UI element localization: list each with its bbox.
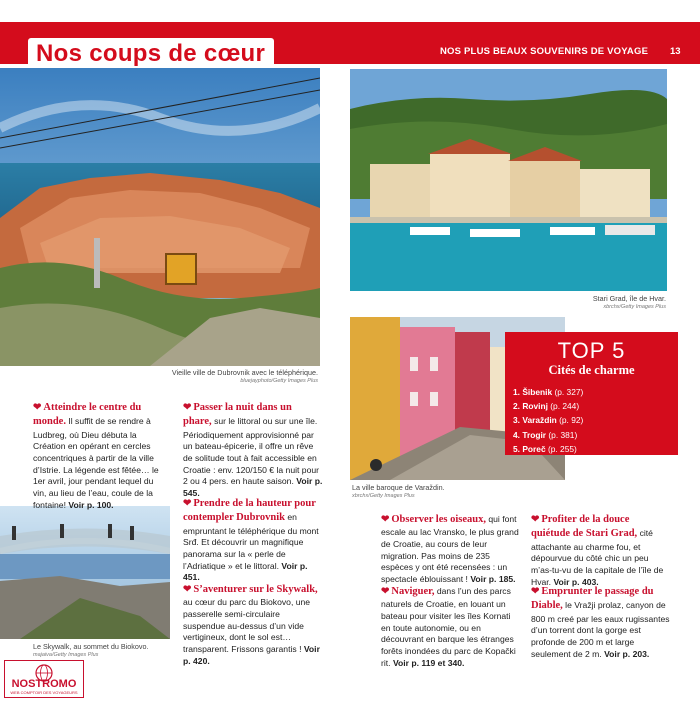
top5-entry: 3. Varaždin (p. 92) [513, 415, 584, 426]
dubrovnik-photo [0, 68, 320, 366]
stari-grad-caption: Stari Grad, île de Hvar. [592, 294, 666, 303]
varazdin-credit: xbrchx/Getty Images Plus [352, 493, 415, 499]
item-ref: Voir p. 203. [604, 648, 650, 659]
top5-entry: 2. Rovinj (p. 244) [513, 401, 580, 412]
top5-list [513, 385, 583, 456]
skywalk-caption: Le Skywalk, au sommet du Biokovo. [33, 642, 149, 651]
heart-icon: ❤ [183, 584, 192, 595]
logo-tagline: WEB COMPTOIR DES VOYAGEURS [10, 690, 78, 695]
page-title: Nos coups de cœur [36, 40, 266, 67]
item-text: dans l’un des parcs naturels de Croatie, en louant un bateau pour visiter les îles Kornati en toute autonomie, ou en découvrant en barque les étranges forêts inondées du parc de Kopački rit. [381, 586, 516, 668]
item-title: S’aventurer sur le Skywalk, [193, 584, 318, 595]
heart-icon: ❤ [183, 498, 192, 509]
top5-box [505, 332, 678, 455]
heart-icon: ❤ [381, 586, 390, 597]
item-ref: Voir p. 451. [183, 560, 308, 583]
item-text: cité attachante au charme fou, et dépourvue du côté chic un peu m’as-tu-vu de la capitale de l’île de Hvar. [531, 528, 664, 587]
skywalk-credit: majaiva/Getty Images Plus [33, 652, 99, 658]
item-ref: Voir p. 545. [183, 476, 323, 498]
item-ref: Voir p. 100. [68, 499, 114, 510]
item-oiseaux [381, 513, 519, 586]
section-title: NOS PLUS BEAUX SOUVENIRS DE VOYAGE [440, 46, 649, 57]
heart-icon: ❤ [381, 514, 390, 525]
item-text: en empruntant le téléphérique du mont Srđ. Et découvrir un magnifique panorama sur la « perle de l’Adriatique » et le littoral. [183, 512, 319, 571]
item-dubrovnik [183, 497, 323, 584]
dubrovnik-caption: Vieille ville de Dubrovnik avec le téléphérique. [171, 368, 318, 377]
item-title: Profiter de la douce quiétude de Stari Grad, [531, 514, 638, 540]
item-ref: Voir p. 185. [470, 574, 516, 585]
item-title: Naviguer, [391, 586, 435, 597]
item-title: Passer la nuit dans un phare, [183, 402, 292, 428]
item-text: le Vražji prolaz, canyon de 800 m creé par les eaux rugissantes d’un torrent dont la gorge est profonde de 200 m et large seulement de 2 m. [531, 600, 670, 659]
item-ref: Voir p. 403. [553, 576, 599, 587]
item-stari-grad [531, 513, 671, 588]
item-title: Emprunter le passage du Diable, [531, 586, 654, 612]
top5-entry: 4. Trogir (p. 381) [513, 429, 578, 440]
stari-grad-credit: xbrchx/Getty Images Plus [603, 304, 666, 310]
item-text: qui font escale au lac Vransko, le plus grand de Croatie, au cours de leur migration. Pas moins de 235 espèces y ont été recensées : un spectacle éblouissant ! [381, 514, 519, 585]
logo-name: NOSTROMO [11, 678, 77, 690]
item-title: Prendre de la hauteur pour contempler Dubrovnik [183, 498, 316, 524]
item-ref: Voir p. 420. [183, 644, 320, 666]
item-naviguer [381, 585, 519, 669]
item-skywalk [183, 583, 323, 667]
top5-subtitle: Cités de charme [548, 363, 635, 377]
item-ref: Voir p. 119 et 340. [392, 657, 465, 668]
skywalk-photo [0, 506, 170, 639]
item-text: sur le littoral ou sur une île. Périodiquement approvisionné par un bateau-épicerie, il offre un rêve de solitude tout à fait accessible en Croatie : env. 120/150 € la nuit pour 2 ou 4 pers. en haute saison. [183, 416, 319, 487]
heart-icon: ❤ [33, 402, 42, 413]
heart-icon: ❤ [183, 402, 192, 413]
heart-icon: ❤ [531, 586, 540, 597]
stari-grad-photo [350, 69, 667, 291]
item-title: Atteindre le centre du monde. [33, 402, 142, 428]
nostromo-logo [4, 660, 84, 698]
item-centre-du-monde [33, 401, 168, 511]
item-passage-du-diable [531, 585, 671, 660]
heart-icon: ❤ [531, 514, 540, 525]
dubrovnik-credit: bluejayphoto/Getty Images Plus [240, 378, 318, 384]
page-number: 13 [670, 46, 681, 57]
item-text: Il suffit de se rendre à Ludbreg, où Dieu débuta la Création en opérant en cercles concentriques à partir de la ville d’Istrie. La légende est fêtée… le 1er avril, jour pendant lequel du vin, au lieu de l’eau, coule de la fontaine! [33, 416, 159, 510]
item-title: Observer les oiseaux, [391, 514, 486, 525]
top5-title: TOP 5 [557, 338, 626, 363]
top5-entry: 1. Šibenik (p. 327) [513, 387, 584, 397]
top5-entry: 5. Poreč (p. 255) [513, 443, 577, 454]
item-phare [183, 401, 323, 500]
item-text: au cœur du parc du Biokovo, une passerelle semi-circulaire suspendue au-dessus d’un vide vertigineux, dont le sol est… transparent. Frissons garantis ! [183, 597, 311, 655]
varazdin-caption: La ville baroque de Varaždin. [352, 483, 445, 492]
